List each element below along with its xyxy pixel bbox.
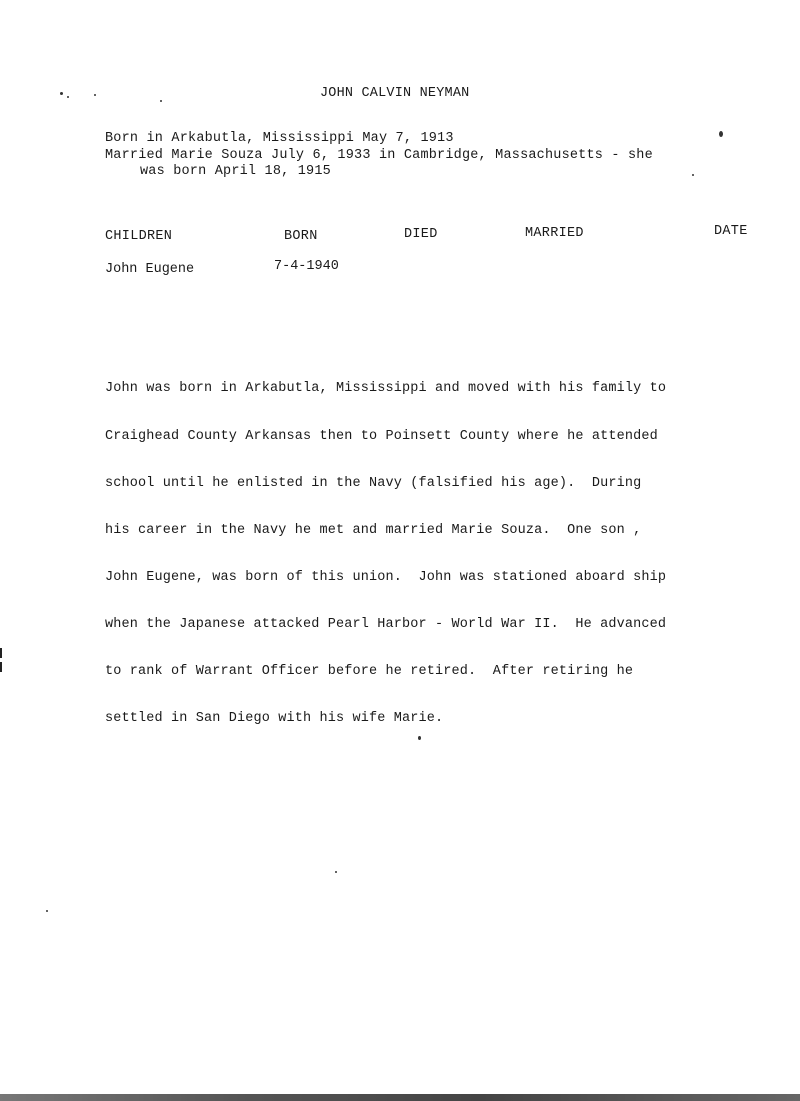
child-name: John Eugene xyxy=(105,262,195,277)
scan-bottom-edge xyxy=(0,1094,800,1101)
child-born-date: 7-4-1940 xyxy=(274,259,339,274)
scan-speck xyxy=(335,871,337,873)
scan-edge-mark xyxy=(0,662,2,672)
bio-line: settled in San Diego with his wife Marie. xyxy=(105,711,444,727)
biography-paragraph xyxy=(105,350,755,758)
bio-line: to rank of Warrant Officer before he retired. After retiring he xyxy=(105,664,634,680)
header-born: BORN xyxy=(284,229,318,244)
bio-line: John was born in Arkabutla, Mississippi and moved with his family to xyxy=(105,381,667,397)
page-title: JOHN CALVIN NEYMAN xyxy=(320,86,470,101)
bio-line: when the Japanese attacked Pearl Harbor - World War II. He advanced xyxy=(105,616,667,632)
scan-speck xyxy=(67,96,69,98)
scan-speck xyxy=(60,92,63,95)
married-line: Married Marie Souza July 6, 1933 in Cambridge, Massachusetts - she xyxy=(105,148,653,163)
scan-speck xyxy=(46,910,48,912)
header-date: DATE xyxy=(714,224,748,239)
bio-line: Craighead County Arkansas then to Poinsett County where he attended xyxy=(105,428,658,444)
scan-speck xyxy=(418,736,421,740)
bio-line: John Eugene, was born of this union. John was stationed aboard ship xyxy=(105,569,667,585)
bio-line: school until he enlisted in the Navy (falsified his age). During xyxy=(105,475,642,491)
born-line: Born in Arkabutla, Mississippi May 7, 1913 xyxy=(105,131,454,146)
scan-speck xyxy=(719,131,723,137)
header-died: DIED xyxy=(404,227,438,242)
wife-born-line: was born April 18, 1915 xyxy=(140,164,331,179)
header-married: MARRIED xyxy=(525,226,584,241)
scan-speck xyxy=(94,94,96,96)
scan-speck xyxy=(160,100,162,102)
scan-edge-mark xyxy=(0,648,2,658)
header-children: CHILDREN xyxy=(105,229,173,244)
bio-line: his career in the Navy he met and married Marie Souza. One son , xyxy=(105,522,642,538)
scan-speck xyxy=(692,174,694,176)
